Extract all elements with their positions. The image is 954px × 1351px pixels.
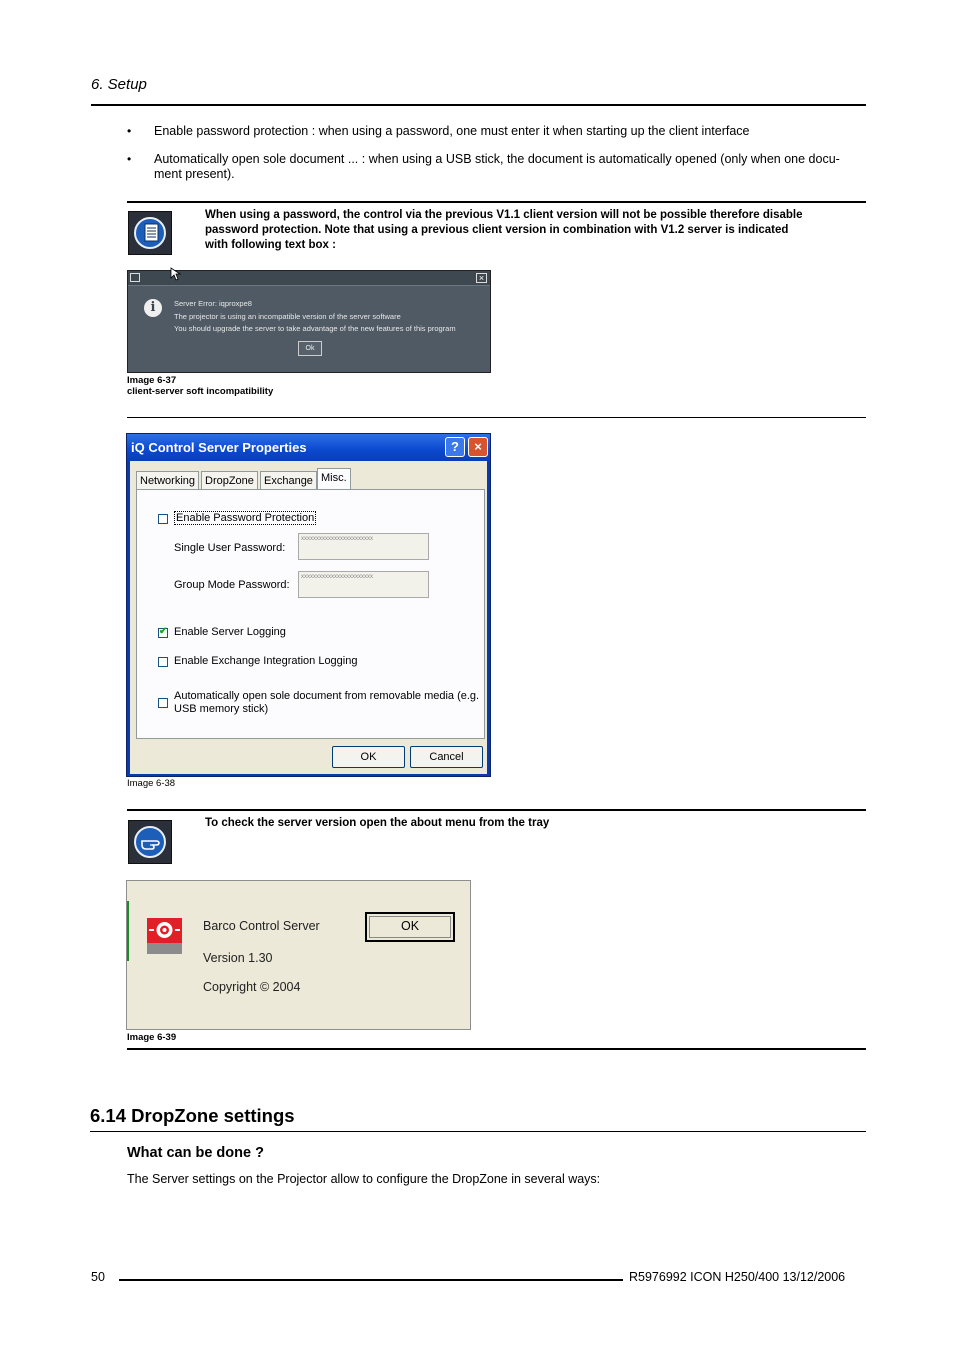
tab-misc[interactable]: Misc. — [317, 468, 351, 490]
misc-panel — [136, 489, 485, 739]
note-top-rule — [127, 809, 866, 811]
note1-text — [205, 208, 866, 253]
note1-line: password protection. Note that using a previous client version in combination with V1.2 server is indicated — [205, 224, 789, 236]
app-name: Barco Control Server — [203, 919, 320, 933]
note-pointing-hand-icon — [128, 820, 172, 864]
checkmark-icon: ✔ — [159, 626, 168, 637]
group-mode-password-input[interactable]: xxxxxxxxxxxxxxxxxxxxxxxx — [298, 571, 429, 598]
group-mode-password-label: Group Mode Password: — [174, 579, 290, 591]
mouse-cursor-icon — [170, 267, 182, 281]
barco-logo-icon — [147, 918, 182, 954]
single-user-password-label: Single User Password: — [174, 542, 286, 554]
running-header: 6. Setup — [91, 76, 147, 93]
enable-password-label: Enable Password Protection — [176, 512, 315, 524]
note1-line: with following text box : — [205, 239, 336, 251]
bullet-text: when using a password, one must enter it when starting up the client interface — [315, 124, 750, 138]
section-title-rule — [90, 1131, 866, 1132]
tab-dropzone[interactable]: DropZone — [201, 471, 258, 489]
auto-open-label-cont: USB memory stick) — [174, 703, 269, 715]
section-body: The Server settings on the Projector allow to configure the DropZone in several ways: — [127, 1172, 601, 1186]
caption-number: Image 6-38 — [127, 778, 176, 789]
note-document-icon — [128, 211, 172, 255]
ok-button[interactable]: OK — [365, 912, 455, 942]
error-line: The projector is using an incompatible version of the server software — [174, 312, 401, 321]
section-rule — [127, 417, 866, 418]
auto-open-checkbox[interactable] — [158, 698, 168, 708]
bullet-marker: • — [127, 152, 132, 166]
enable-exchange-logging-label: Enable Exchange Integration Logging — [174, 655, 358, 667]
error-line: You should upgrade the server to take advantage of the new features of this program — [174, 324, 456, 333]
close-icon[interactable]: × — [468, 437, 488, 457]
header-rule — [91, 104, 866, 106]
info-icon: i — [144, 299, 162, 317]
dialog-titlebar — [127, 434, 490, 461]
bullet-autoopen — [154, 152, 866, 182]
about-dialog — [126, 880, 471, 1030]
note1-line: When using a password, the control via the previous V1.1 client version will not be possible therefore disable — [205, 209, 803, 221]
server-error-dialog — [127, 270, 491, 373]
footer-rule — [119, 1279, 623, 1281]
caption-number: Image 6-37 — [127, 375, 177, 386]
bullet-term: Automatically open sole document ... : — [154, 152, 366, 166]
auto-open-label: Automatically open sole document from removable media (e.g. — [174, 690, 480, 702]
cancel-button[interactable]: Cancel — [410, 746, 483, 768]
bullet-term: Enable password protection : — [154, 124, 316, 138]
single-user-password-input[interactable]: xxxxxxxxxxxxxxxxxxxxxxxx — [298, 533, 429, 560]
page-number: 50 — [91, 1270, 105, 1284]
enable-server-logging-checkbox[interactable] — [158, 628, 168, 638]
note-bottom-rule — [127, 1048, 866, 1050]
bullet-password — [154, 124, 866, 139]
ok-button[interactable]: Ok — [298, 341, 322, 356]
ok-button[interactable]: OK — [332, 746, 405, 768]
bullet-marker: • — [127, 124, 132, 138]
footer-doc-info: R5976992 ICON H250/400 13/12/2006 — [629, 1270, 846, 1284]
bullet-text-cont: ment present). — [154, 167, 235, 181]
enable-server-logging-label: Enable Server Logging — [174, 626, 286, 638]
tab-exchange[interactable]: Exchange — [260, 471, 317, 489]
enable-password-checkbox[interactable] — [158, 514, 168, 524]
enable-exchange-logging-checkbox[interactable] — [158, 657, 168, 667]
note-top-rule — [127, 201, 866, 203]
help-icon[interactable]: ? — [445, 437, 465, 457]
app-copyright: Copyright © 2004 — [203, 980, 301, 994]
app-version: Version 1.30 — [203, 951, 273, 965]
error-title: Server Error: iqproxpe8 — [174, 299, 252, 308]
close-icon[interactable]: × — [476, 273, 487, 283]
background-edge — [127, 901, 129, 961]
bullet-text: when using a USB stick, the document is automatically opened (only when one docu- — [365, 152, 840, 166]
caption-title: client-server soft incompatibility — [127, 386, 274, 397]
dialog-title: iQ Control Server Properties — [131, 440, 307, 455]
section-title: 6.14 DropZone settings — [90, 1105, 295, 1126]
caption-number: Image 6-39 — [127, 1032, 177, 1043]
note2-text: To check the server version open the about menu from the tray — [205, 817, 550, 829]
tab-networking[interactable]: Networking — [136, 471, 199, 489]
server-properties-dialog — [126, 433, 491, 777]
subsection-title: What can be done ? — [127, 1145, 264, 1161]
dialog-titlebar — [128, 271, 490, 286]
system-menu-icon[interactable] — [130, 273, 140, 282]
dialog-client-area — [130, 461, 487, 774]
